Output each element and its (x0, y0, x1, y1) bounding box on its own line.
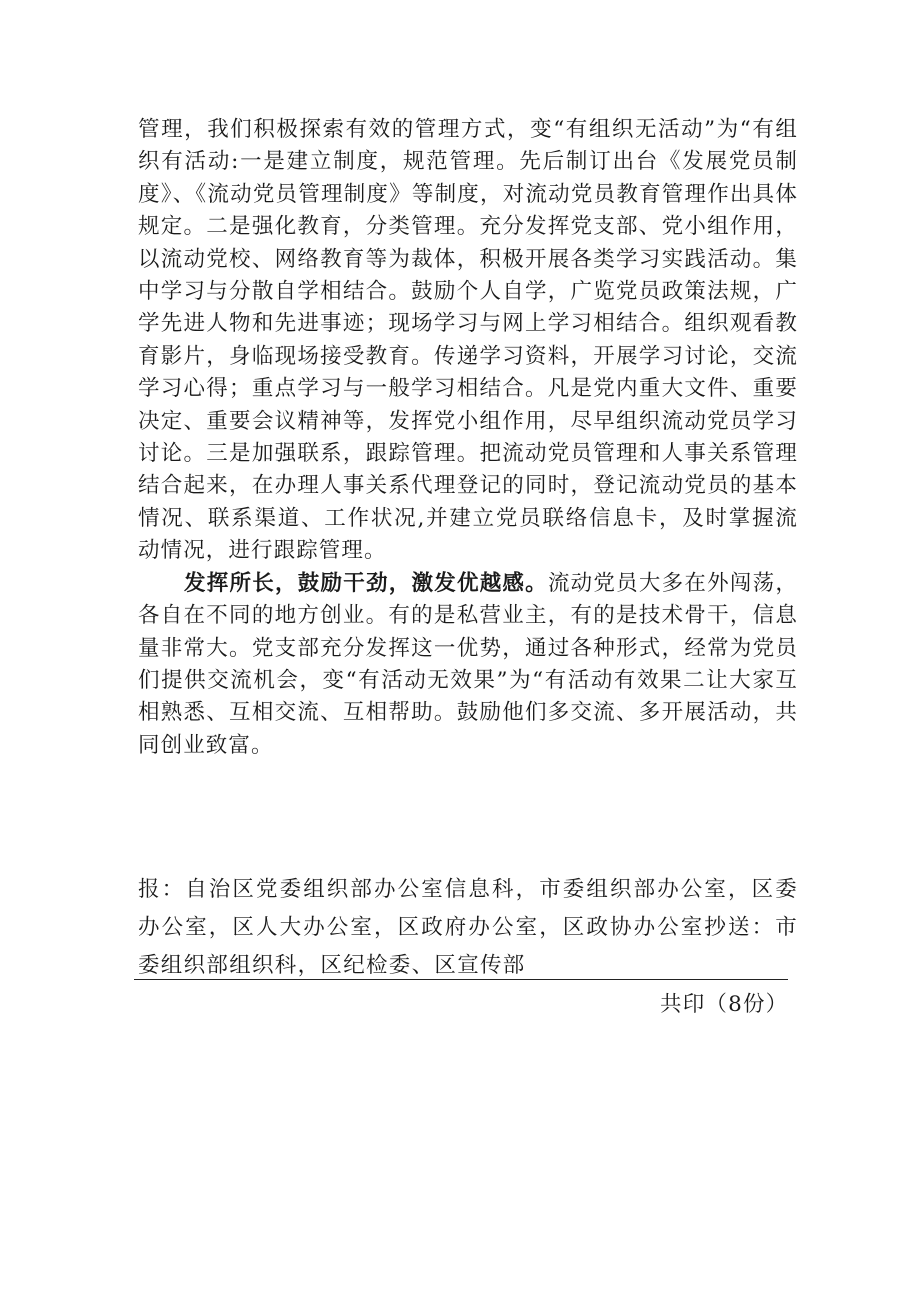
distribution-list: 报：自治区党委组织部办公室信息科，市委组织部办公室，区委办公室，区人大办公室，区政府办公室，区政协办公室抄送：市委组织部组织科，区纪检委、区宣传部 (138, 877, 798, 978)
print-count: 共印（8份） (660, 992, 789, 1017)
paragraph-strengths-body: 流动党员大多在外闯荡，各自在不同的地方创业。有的是私营业主，有的是技术骨干，信息量非常大。党支部充分发挥这一优势，通过各种形式，经常为党员们提供交流机会，变“有活动无效果”为“有活动有效果二让大家互相熟悉、互相交流、互相帮助。鼓励他们多交流、多开展活动，共同创业致富。 (138, 570, 798, 758)
separator-line (134, 979, 788, 980)
paragraph-lead-heading: 发挥所长，鼓励干劲，激发优越感。 (184, 570, 548, 596)
paragraph-management: 管理，我们积极探索有效的管理方式，变“有组织无活动”为“有组织有活动:一是建立制度，规范管理。先后制订出台《发展党员制度》、《流动党员管理制度》等制度，对流动党员教育管理作出具体规定。二是强化教育，分类管理。充分发挥党支部、党小组作用，以流动党校、网络教育等为裁体，积极开展各类学习实践活动。集中学习与分散自学相结合。鼓励个人自学，广览党员政策法规，广学先进人物和先进事迹；现场学习与网上学习相结合。组织观看教育影片，身临现场接受教育。传递学习资料，开展学习讨论，交流学习心得；重点学习与一般学习相结合。凡是党内重大文件、重要决定、重要会议精神等，发挥党小组作用，尽早组织流动党员学习讨论。三是加强联系，跟踪管理。把流动党员管理和人事关系管理结合起来，在办理人事关系代理登记的同时，登记流动党员的基本情况、联系渠道、工作状况,并建立党员联络信息卡，及时掌握流动情况，进行跟踪管理。 (138, 117, 798, 564)
paragraph-strengths (138, 568, 798, 762)
body-text (138, 114, 798, 762)
